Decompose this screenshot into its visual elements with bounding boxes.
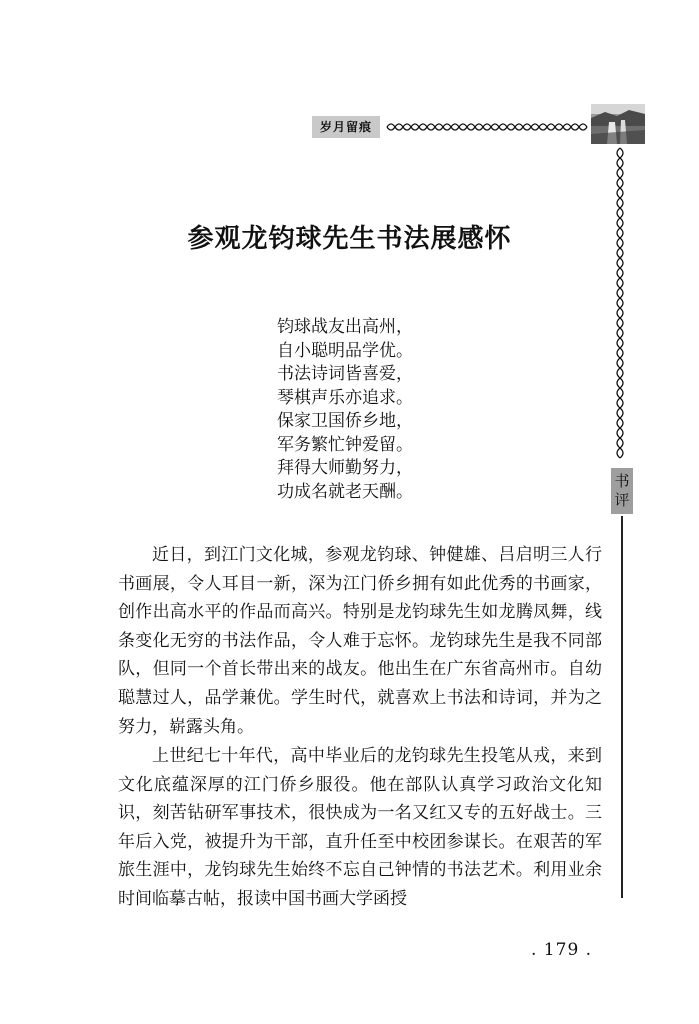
section-label: 岁月留痕 — [312, 116, 380, 138]
side-tab-char-2: 评 — [614, 491, 630, 509]
poem — [277, 316, 413, 504]
waterfall-photo-icon — [591, 104, 645, 144]
article-title: 参观龙钧球先生书法展感怀 — [187, 224, 512, 254]
poem-line: 功成名就老天酬。 — [277, 481, 413, 502]
poem-line: 军务繁忙钟爱留。 — [277, 434, 413, 455]
body-paragraph: 近日，到江门文化城，参观龙钧球、钟健雄、吕启明三人行书画展，令人耳目一新，深为江门侨乡拥有如此优秀的书画家，创作出高水平的作品而高兴。特别是龙钧球先生如龙腾凤舞，线条变化无穷的书法作品，令人难于忘怀。龙钧球先生是我不同部队，但同一个首长带出来的战友。他出生在广东省高州市。自幼聪慧过人，品学兼优。学生时代，就喜欢上书法和诗词，并为之努力，崭露头角。 — [118, 545, 602, 737]
poem-line: 自小聪明品学优。 — [277, 340, 413, 361]
poem-line: 琴棋声乐亦追求。 — [277, 387, 413, 408]
side-tab — [611, 468, 633, 514]
body-paragraph: 上世纪七十年代，高中毕业后的龙钧球先生投笔从戎，来到文化底蕴深厚的江门侨乡服役。他在部队认真学习政治文化知识，刻苦钻研军事技术，很快成为一名又红又专的五好战士。三年后入党，被提升为干部，直升任至中校团参谋长。在艰苦的军旅生涯中，龙钧球先生始终不忘自己钟情的书法艺术。利用业余时间临摹古帖，报读中国书画大学函授 — [118, 746, 602, 909]
poem-line: 钧球战友出高州， — [277, 317, 413, 337]
poem-line: 书法诗词皆喜爱， — [277, 364, 413, 384]
poem-line: 保家卫国侨乡地， — [277, 411, 413, 431]
page-number: . 179 . — [531, 940, 593, 960]
scroll-ornament-icon — [385, 121, 590, 133]
vertical-ornament-icon — [613, 146, 627, 462]
side-tab-char-1: 书 — [614, 472, 630, 490]
poem-line: 拜得大师勤努力， — [277, 458, 413, 478]
side-divider — [621, 516, 623, 898]
